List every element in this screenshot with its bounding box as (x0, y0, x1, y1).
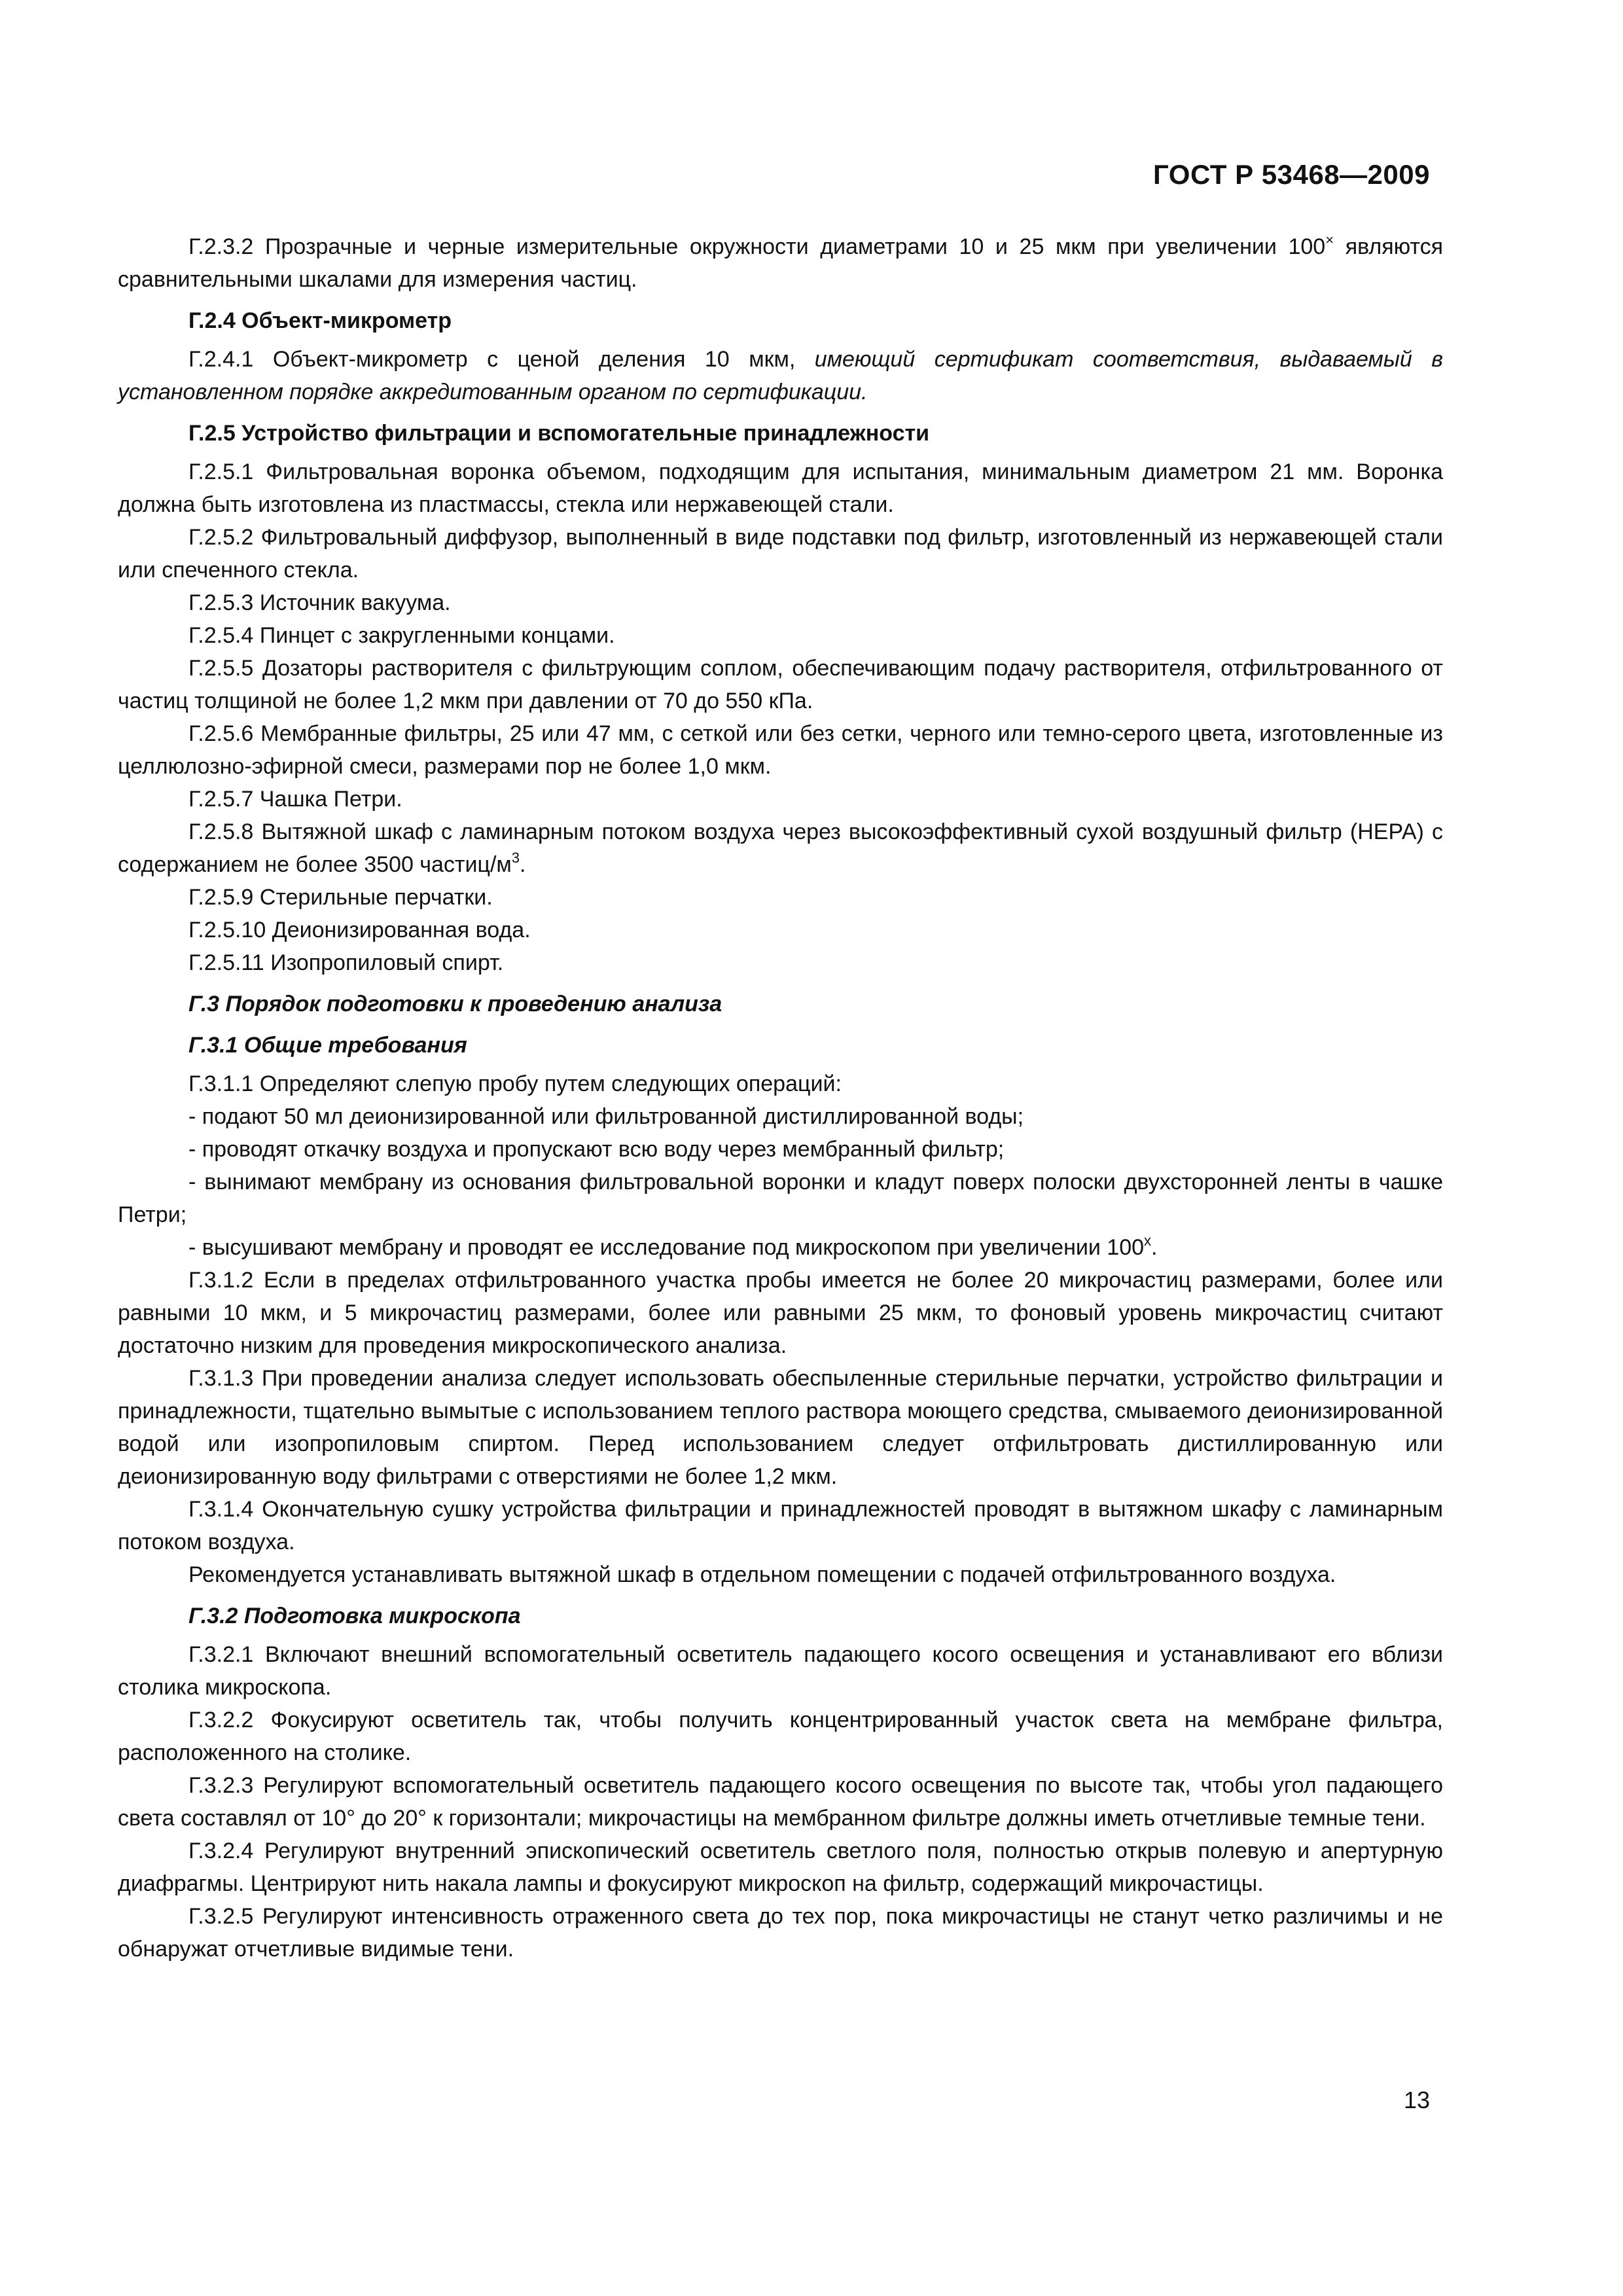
paragraph-g-3-2-5: Г.3.2.5 Регулируют интенсивность отраженного света до тех пор, пока микрочастицы не станут четко различимы и не обнаружат отчетливые видимые тени. (118, 1904, 1443, 1962)
heading-g-3-2: Г.3.2 Подготовка микроскопа (188, 1604, 521, 1628)
paragraph-recommendation: Рекомендуется устанавливать вытяжной шкаф в отдельном помещении с подачей отфильтрованного воздуха. (188, 1562, 1336, 1587)
paragraph-g-2-5-7: Г.2.5.7 Чашка Петри. (188, 787, 402, 812)
heading-g-2-4: Г.2.4 Объект-микрометр (188, 308, 452, 333)
text-segment: . (520, 852, 526, 877)
list-item: - вынимают мембрану из основания фильтровальной воронки и кладут поверх полоски двухсторонней ленты в чашке Петри; (118, 1170, 1443, 1227)
text-segment: . (1151, 1235, 1158, 1260)
document-body (118, 230, 1443, 1965)
paragraph-g-2-5-8 (118, 816, 1443, 881)
paragraph-g-3-2-1: Г.3.2.1 Включают внешний вспомогательный осветитель падающего косого освещения и устанавливают его вблизи столика микроскопа. (118, 1642, 1443, 1700)
superscript: 3 (511, 850, 520, 866)
paragraph-g-2-5-6: Г.2.5.6 Мембранные фильтры, 25 или 47 мм, с сеткой или без сетки, черного или темно-серого цвета, изготовленные из целлюлозно-эфирной смеси, размерами пор не более 1,0 мкм. (118, 721, 1443, 779)
document-standard-number: ГОСТ Р 53468—2009 (1153, 159, 1430, 190)
italic-text-segment: имеющий сертификат соответствия, выдаваемый в установленном порядке аккредитованным органом по сертификации. (118, 347, 1444, 404)
paragraph-g-2-5-10: Г.2.5.10 Деионизированная вода. (188, 918, 531, 942)
paragraph-g-2-5-2: Г.2.5.2 Фильтровальный диффузор, выполненный в виде подставки под фильтр, изготовленный из нержавеющей стали или спеченного стекла. (118, 525, 1443, 583)
paragraph-g-3-1-3: Г.3.1.3 При проведении анализа следует использовать обеспыленные стерильные перчатки, устройство фильтрации и принадлежности, тщательно вымытые с использованием теплого раствора моющего средства, смываемого деионизированной водой или изопропиловым спиртом. Перед использованием следует отфильтровать дистиллированную или деионизированную воду фильтрами с отверстиями не более 1,2 мкм. (118, 1366, 1443, 1489)
paragraph-g-2-5-4: Г.2.5.4 Пинцет с закругленными концами. (188, 623, 615, 648)
text-segment: Г.2.3.2 Прозрачные и черные измерительные окружности диаметрами 10 и 25 мкм при увеличении 100 (188, 234, 1326, 259)
paragraph-g-2-5-5: Г.2.5.5 Дозаторы растворителя с фильтрующим соплом, обеспечивающим подачу растворителя, отфильтрованного от частиц толщиной не более 1,2 мкм при давлении от 70 до 550 кПа. (118, 656, 1443, 713)
paragraph-g-2-5-9: Г.2.5.9 Стерильные перчатки. (188, 885, 493, 910)
list-item (118, 1231, 1443, 1264)
page-number: 13 (1403, 2087, 1430, 2113)
paragraph-g-3-1-1: Г.3.1.1 Определяют слепую пробу путем следующих операций: (188, 1071, 842, 1096)
list-item: - подают 50 мл деионизированной или фильтрованной дистиллированной воды; (188, 1104, 1024, 1129)
paragraph-g-2-5-1: Г.2.5.1 Фильтровальная воронка объемом, подходящим для испытания, минимальным диаметром 21 мм. Воронка должна быть изготовлена из пластмассы, стекла или нержавеющей стали. (118, 459, 1443, 517)
text-segment: - высушивают мембрану и проводят ее исследование под микроскопом при увеличении 100 (188, 1235, 1145, 1260)
text-segment: Г.2.4.1 Объект-микрометр с ценой деления 10 мкм, (188, 347, 815, 372)
text-segment: Г.2.5.8 Вытяжной шкаф с ламинарным потоком воздуха через высокоэффективный сухой воздушный фильтр (НЕРА) с содержанием не более 3500 частиц/м (118, 819, 1443, 877)
superscript: × (1325, 232, 1334, 248)
text-segment: являются сравнительными шкалами для измерения частиц. (118, 234, 1444, 292)
paragraph-g-3-1-2: Г.3.1.2 Если в пределах отфильтрованного участка пробы имеется не более 20 микрочастиц размерами, более или равными 10 мкм, и 5 микрочастиц размерами, более или равными 25 мкм, то фоновый уровень микрочастиц считают достаточно низким для проведения микроскопического анализа. (118, 1268, 1443, 1358)
paragraph-g-3-1-4: Г.3.1.4 Окончательную сушку устройства фильтрации и принадлежностей проводят в вытяжном шкафу с ламинарным потоком воздуха. (118, 1497, 1443, 1554)
paragraph-g-3-2-2: Г.3.2.2 Фокусируют осветитель так, чтобы получить концентрированный участок света на мембране фильтра, расположенного на столике. (118, 1708, 1443, 1765)
paragraph-g-3-2-3: Г.3.2.3 Регулируют вспомогательный осветитель падающего косого освещения по высоте так, чтобы угол падающего света составлял от 10° до 20° к горизонтали; микрочастицы на мембранном фильтре должны иметь отчетливые темные тени. (118, 1773, 1443, 1831)
paragraph-g-2-5-3: Г.2.5.3 Источник вакуума. (188, 590, 451, 615)
paragraph-g-2-4-1 (118, 343, 1443, 408)
superscript: х (1144, 1232, 1152, 1249)
heading-g-3: Г.3 Порядок подготовки к проведению анализа (188, 992, 722, 1016)
heading-g-2-5: Г.2.5 Устройство фильтрации и вспомогательные принадлежности (188, 421, 930, 446)
paragraph-g-2-3-2 (118, 230, 1443, 296)
paragraph-g-2-5-11: Г.2.5.11 Изопропиловый спирт. (188, 950, 504, 975)
list-item: - проводят откачку воздуха и пропускают всю воду через мембранный фильтр; (188, 1137, 1005, 1162)
heading-g-3-1: Г.3.1 Общие требования (188, 1033, 467, 1058)
paragraph-g-3-2-4: Г.3.2.4 Регулируют внутренний эпископический осветитель светлого поля, полностью открыв полевую и апертурную диафрагмы. Центрируют нить накала лампы и фокусируют микроскоп на фильтр, содержащий микрочастицы. (118, 1839, 1443, 1896)
